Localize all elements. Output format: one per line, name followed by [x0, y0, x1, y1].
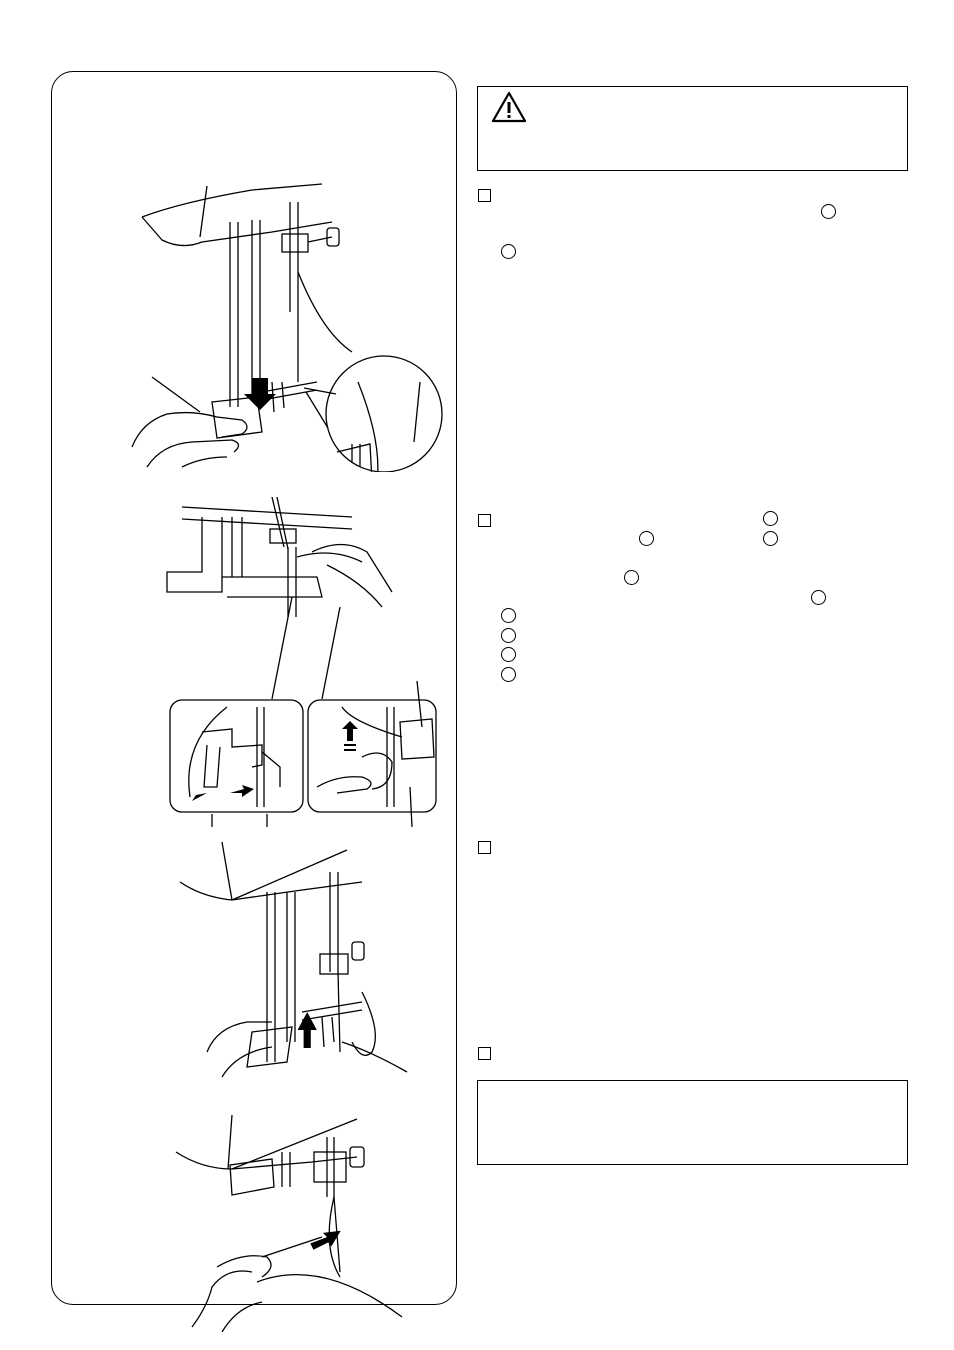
warning-triangle-icon	[491, 91, 527, 123]
callout-circle	[763, 531, 778, 546]
callout-circle	[501, 667, 516, 682]
warning-box	[477, 86, 908, 171]
callout-circle	[501, 628, 516, 643]
callout-circle	[501, 608, 516, 623]
callout-circle	[763, 511, 778, 526]
callout-circle	[501, 647, 516, 662]
callout-circle	[501, 244, 516, 259]
figure-hook-thread-guide	[112, 497, 452, 827]
figure-pull-thread-loop	[162, 1107, 442, 1332]
figure-release-lever	[162, 842, 442, 1082]
illustration-panel	[51, 71, 457, 1305]
callout-circle	[639, 531, 654, 546]
callout-circle	[811, 590, 826, 605]
step-4-marker	[478, 1047, 491, 1060]
callout-circle	[624, 570, 639, 585]
note-box	[477, 1080, 908, 1165]
step-2-marker	[478, 514, 491, 527]
step-3-marker	[478, 841, 491, 854]
step-1-marker	[478, 189, 491, 202]
figure-lower-threader-lever	[122, 182, 452, 472]
callout-circle	[821, 204, 836, 219]
